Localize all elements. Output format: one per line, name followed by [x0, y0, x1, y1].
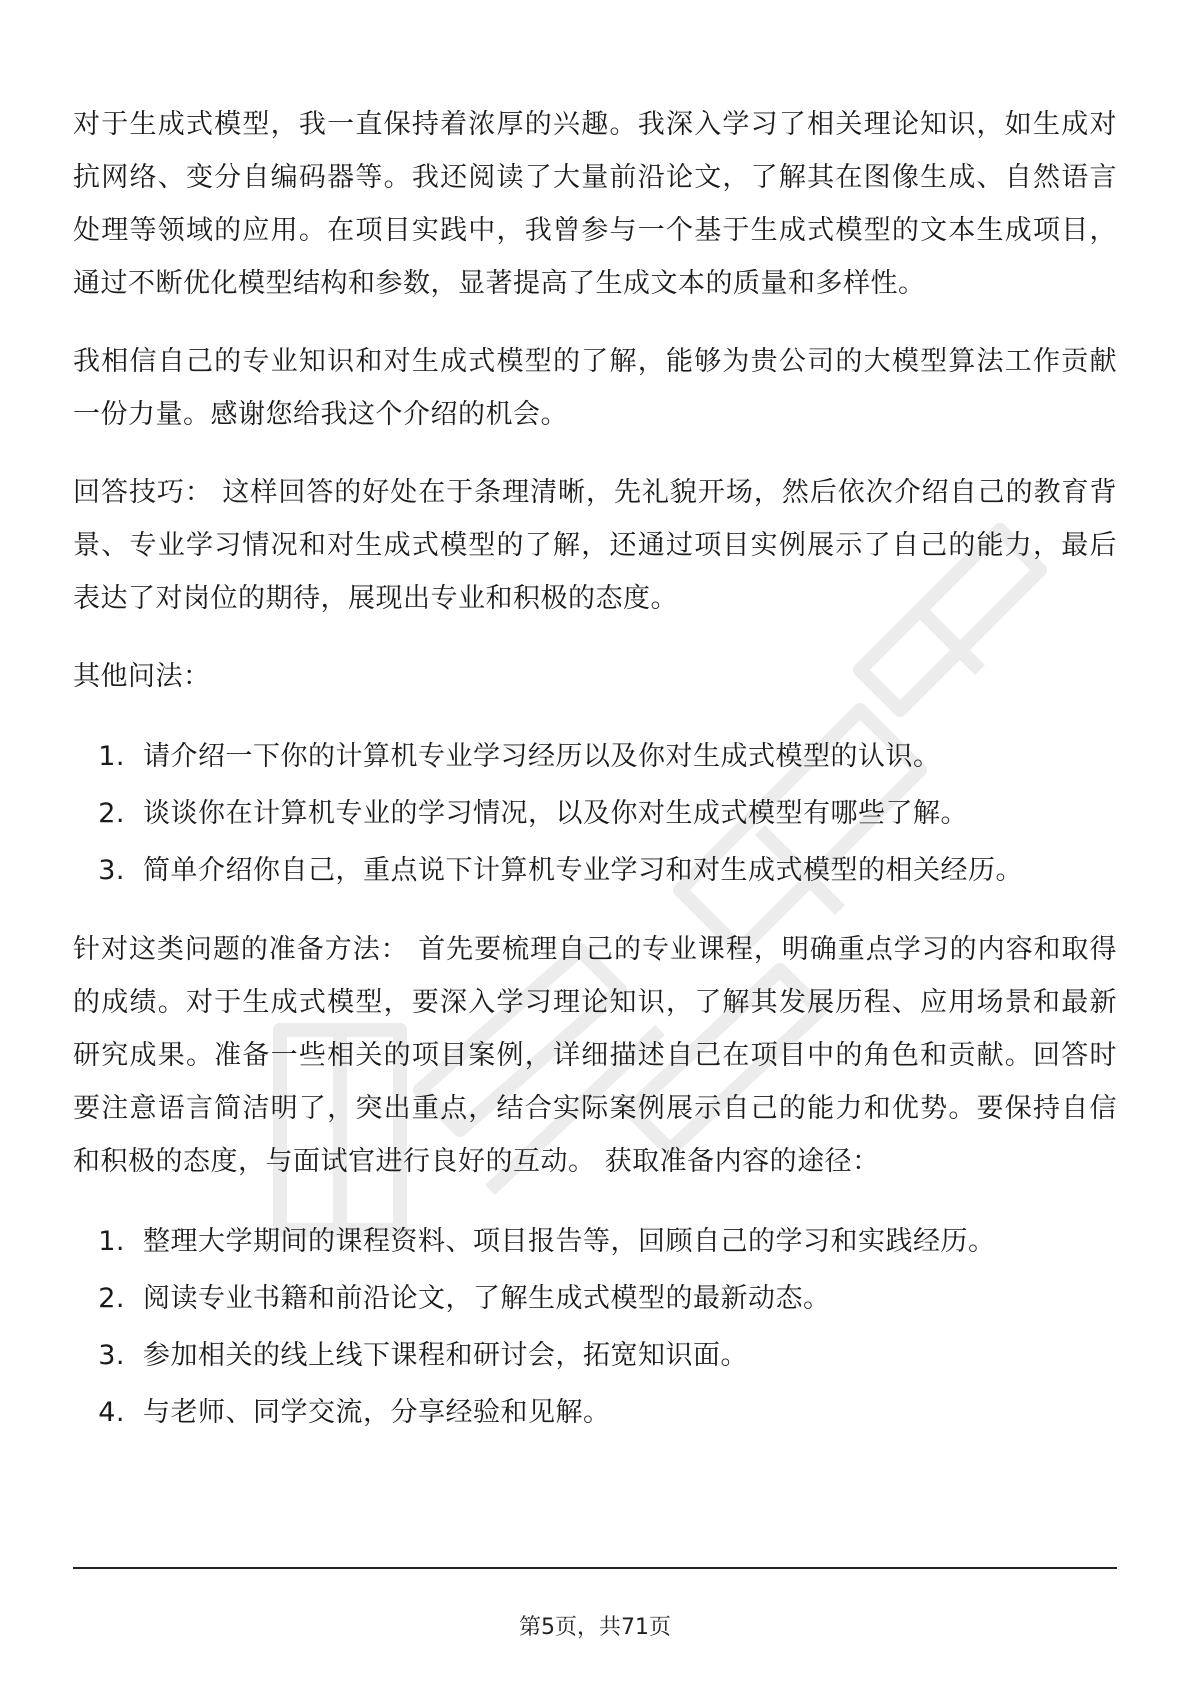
- other-questions-list: [73, 728, 1117, 899]
- list-item-number: 3.: [98, 855, 125, 886]
- list-item-number: 2.: [98, 798, 125, 829]
- list-item-number: 1.: [98, 741, 125, 772]
- list-item: [73, 1213, 1117, 1270]
- list-item: [73, 842, 1117, 899]
- list-item-number: 3.: [98, 1340, 125, 1371]
- list-item-number: 4.: [98, 1397, 125, 1428]
- footer-divider: [73, 1567, 1117, 1569]
- list-item: [73, 785, 1117, 842]
- list-item-text: 与老师、同学交流，分享经验和见解。: [143, 1397, 611, 1428]
- list-item-text: 谈谈你在计算机专业的学习情况，以及你对生成式模型有哪些了解。: [143, 798, 968, 829]
- preparation-steps-list: [73, 1213, 1117, 1441]
- list-item: [73, 728, 1117, 785]
- paragraph-other-questions-heading: 其他问法：: [73, 661, 211, 692]
- list-item-text: 简单介绍你自己，重点说下计算机专业学习和对生成式模型的相关经历。: [143, 855, 1023, 886]
- list-item-text: 阅读专业书籍和前沿论文，了解生成式模型的最新动态。: [143, 1283, 831, 1314]
- list-item-text: 整理大学期间的课程资料、项目报告等，回顾自己的学习和实践经历。: [143, 1226, 996, 1257]
- list-item: [73, 1384, 1117, 1441]
- paragraph-answer-tips: 回答技巧： 这样回答的好处在于条理清晰，先礼貌开场，然后依次介绍自己的教育背景、专业学习情况和对生成式模型的了解，还通过项目实例展示了自己的能力，最后表达了对岗位的期待，展现出专业和积极的态度。: [73, 477, 1117, 614]
- document-body: [73, 98, 1117, 1465]
- list-item-text: 参加相关的线上线下课程和研讨会，拓宽知识面。: [143, 1340, 748, 1371]
- list-item: [73, 1327, 1117, 1384]
- paragraph-closing: 我相信自己的专业知识和对生成式模型的了解，能够为贵公司的大模型算法工作贡献一份力量。感谢您给我这个介绍的机会。: [73, 346, 1117, 430]
- list-item-number: 2.: [98, 1283, 125, 1314]
- list-item-text: 请介绍一下你的计算机专业学习经历以及你对生成式模型的认识。: [143, 741, 941, 772]
- list-item: [73, 1270, 1117, 1327]
- page-number: 第5页，共71页: [519, 1615, 671, 1640]
- paragraph-generative-models: 对于生成式模型，我一直保持着浓厚的兴趣。我深入学习了相关理论知识，如生成对抗网络、变分自编码器等。我还阅读了大量前沿论文，了解其在图像生成、自然语言处理等领域的应用。在项目实践中，我曾参与一个基于生成式模型的文本生成项目，通过不断优化模型结构和参数，显著提高了生成文本的质量和多样性。: [73, 109, 1117, 299]
- list-item-number: 1.: [98, 1226, 125, 1257]
- paragraph-preparation-method: 针对这类问题的准备方法： 首先要梳理自己的专业课程，明确重点学习的内容和取得的成绩。对于生成式模型，要深入学习理论知识，了解其发展历程、应用场景和最新研究成果。准备一些相关的项目案例，详细描述自己在项目中的角色和贡献。回答时要注意语言简洁明了，突出重点，结合实际案例展示自己的能力和优势。要保持自信和积极的态度，与面试官进行良好的互动。 获取准备内容的途径：: [73, 934, 1117, 1177]
